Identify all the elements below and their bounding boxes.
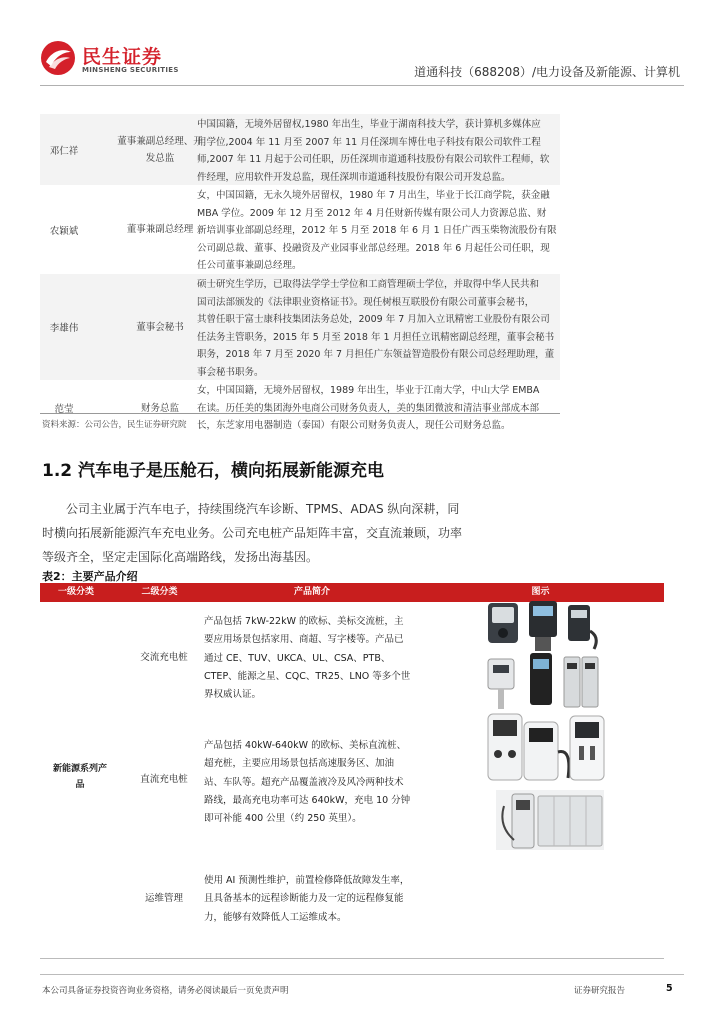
- section-paragraph: 公司主业属于汽车电子，持续围绕汽车诊断、TPMS、ADAS 纵向深耕，同 时横向拓展新能源汽车充电业务。公司充电桩产品矩阵丰富，交直流兼顾，功率 等级齐全，坚定走国际化高端路线，发扬出海基因。: [42, 502, 463, 564]
- person-bio: 硕士研究生学历，已取得法学学士学位和工商管理硕士学位，并取得中华人民共和 国司法部颁发的《法律职业资格证书》。现任树根互联股份有限公司董事会秘书， 其曾任职于富士康科技集团法务总处，2009 年 7 月加入立讯精密工业股份有限公司 任法务主管职务，2015 年 5 月至 2018 年 1 月担任立讯精密副总经理，董事会秘书 职务，2018 年 7 月至 2020 年 7 月担任广东领益智造股份有限公司总经理助理，董 事会秘书职务。: [197, 279, 555, 378]
- table-row: [40, 114, 560, 185]
- minsheng-logo-icon: [40, 40, 76, 76]
- category-cell: 新能源系列产 品: [52, 764, 107, 790]
- page-number: 5: [666, 983, 673, 994]
- person-bio: 女，中国国籍，无境外居留权，1989 年出生，毕业于江南大学，中山大学 EMBA 在读。历任美的集团海外电商公司财务负责人，美的集团微波和清洁事业部成本部 长，东芝家用电器制造（泰国）有限公司财务负责人，现任公司财务总监。: [197, 385, 540, 432]
- section-heading: 1.2 汽车电子是压舱石，横向拓展新能源充电: [42, 461, 385, 481]
- person-title: 财务总监: [140, 402, 179, 414]
- table-row: [40, 274, 560, 380]
- table-bottom-rule: [40, 413, 560, 414]
- person-title: 董事会秘书: [136, 321, 184, 333]
- person-name: 李雄伟: [49, 323, 79, 334]
- person-name: 邓仁祥: [49, 145, 79, 157]
- table-title: 表2：主要产品介绍: [42, 570, 138, 583]
- column-header: 产品简介: [293, 587, 330, 597]
- logo-text-en: MINSHENG SECURITIES: [82, 66, 179, 74]
- column-header: 二级分类: [141, 587, 178, 597]
- person-title: 董事兼副总经理、开 发总监: [117, 135, 203, 164]
- ac-charger-image: [484, 601, 609, 711]
- subcategory-cell: 直流充电桩: [140, 774, 188, 785]
- person-name: 农颖斌: [49, 225, 79, 237]
- table-bottom-rule: [40, 958, 664, 959]
- dc-charger-image-1: [484, 712, 609, 784]
- subcategory-cell: 运维管理: [144, 893, 183, 904]
- column-header: 图示: [531, 587, 550, 597]
- footer-disclaimer: 本公司具备证券投资咨询业务资格，请务必阅读最后一页免责声明: [42, 986, 289, 996]
- header-divider: [40, 85, 684, 86]
- dc-charger-image-2: [494, 786, 606, 852]
- column-header: 一级分类: [57, 587, 94, 597]
- table-row: [40, 185, 560, 274]
- person-bio: 女，中国国籍，无永久境外居留权，1980 年 7 月出生，毕业于长江商学院，获金融 MBA 学位。2009 年 12 月至 2012 年 4 月任财新传媒有限公司人力资源总监、财 新培训事业部副总经理，2012 年 5 月至 2018 年 6 月 1 日任广西玉柴物流股份有限 公司副总裁、董事、投融资及产业园事业部总经理。2018 年 6 月起任公司任职，现 任公司董事兼副总经理。: [197, 190, 557, 272]
- footer-report-type: 证券研究报告: [574, 986, 626, 996]
- table-header-row: [40, 583, 664, 602]
- person-title: 董事兼副总经理: [126, 224, 194, 235]
- logo-text-cn: 民生证券: [82, 46, 163, 68]
- person-name: 范莹: [54, 404, 74, 415]
- product-description: 产品包括 7kW-22kW 的欧标、美标交流桩，主 要应用场景包括家用、商超、写字楼等。产品已 通过 CE、TUV、UKCA、UL、CSA、PTB、 CTEP、能源之星、CQC、TR25、LNO 等多个世 界权威认证。: [204, 616, 411, 701]
- source-note: 资料来源：公司公告，民生证券研究院: [42, 420, 187, 430]
- subcategory-cell: 交流充电桩: [140, 652, 188, 663]
- report-title: 道通科技（688208）/电力设备及新能源、计算机: [414, 65, 680, 79]
- product-description: 使用 AI 预测性维护，前置检修降低故障发生率， 且具备基本的远程诊断能力及一定的远程修复能 力，能够有效降低人工运维成本。: [204, 875, 410, 923]
- footer-divider: [40, 974, 684, 975]
- product-description: 产品包括 40kW-640kW 的欧标、美标直流桩、 超充桩，主要应用场景包括高速服务区、加油 站、车队等。超充产品覆盖液冷及风冷两种技术 路线，最高充电功率可达 640kW，充电 10 分钟 即可补能 400 公里（约 250 英里）。: [204, 740, 411, 825]
- person-bio: 中国国籍，无境外居留权,1980 年出生，毕业于湖南科技大学，获计算机多媒体应 用学位,2004 年 11 月至 2007 年 11 月任深圳车博仕电子科技有限公司软件工程 师,2007 年 11 月起于公司任职，历任深圳市道通科技股份有限公司软件工程师，软 件经理，应用软件开发总监，现任深圳市道通科技股份有限公司开发总监。: [197, 119, 550, 183]
